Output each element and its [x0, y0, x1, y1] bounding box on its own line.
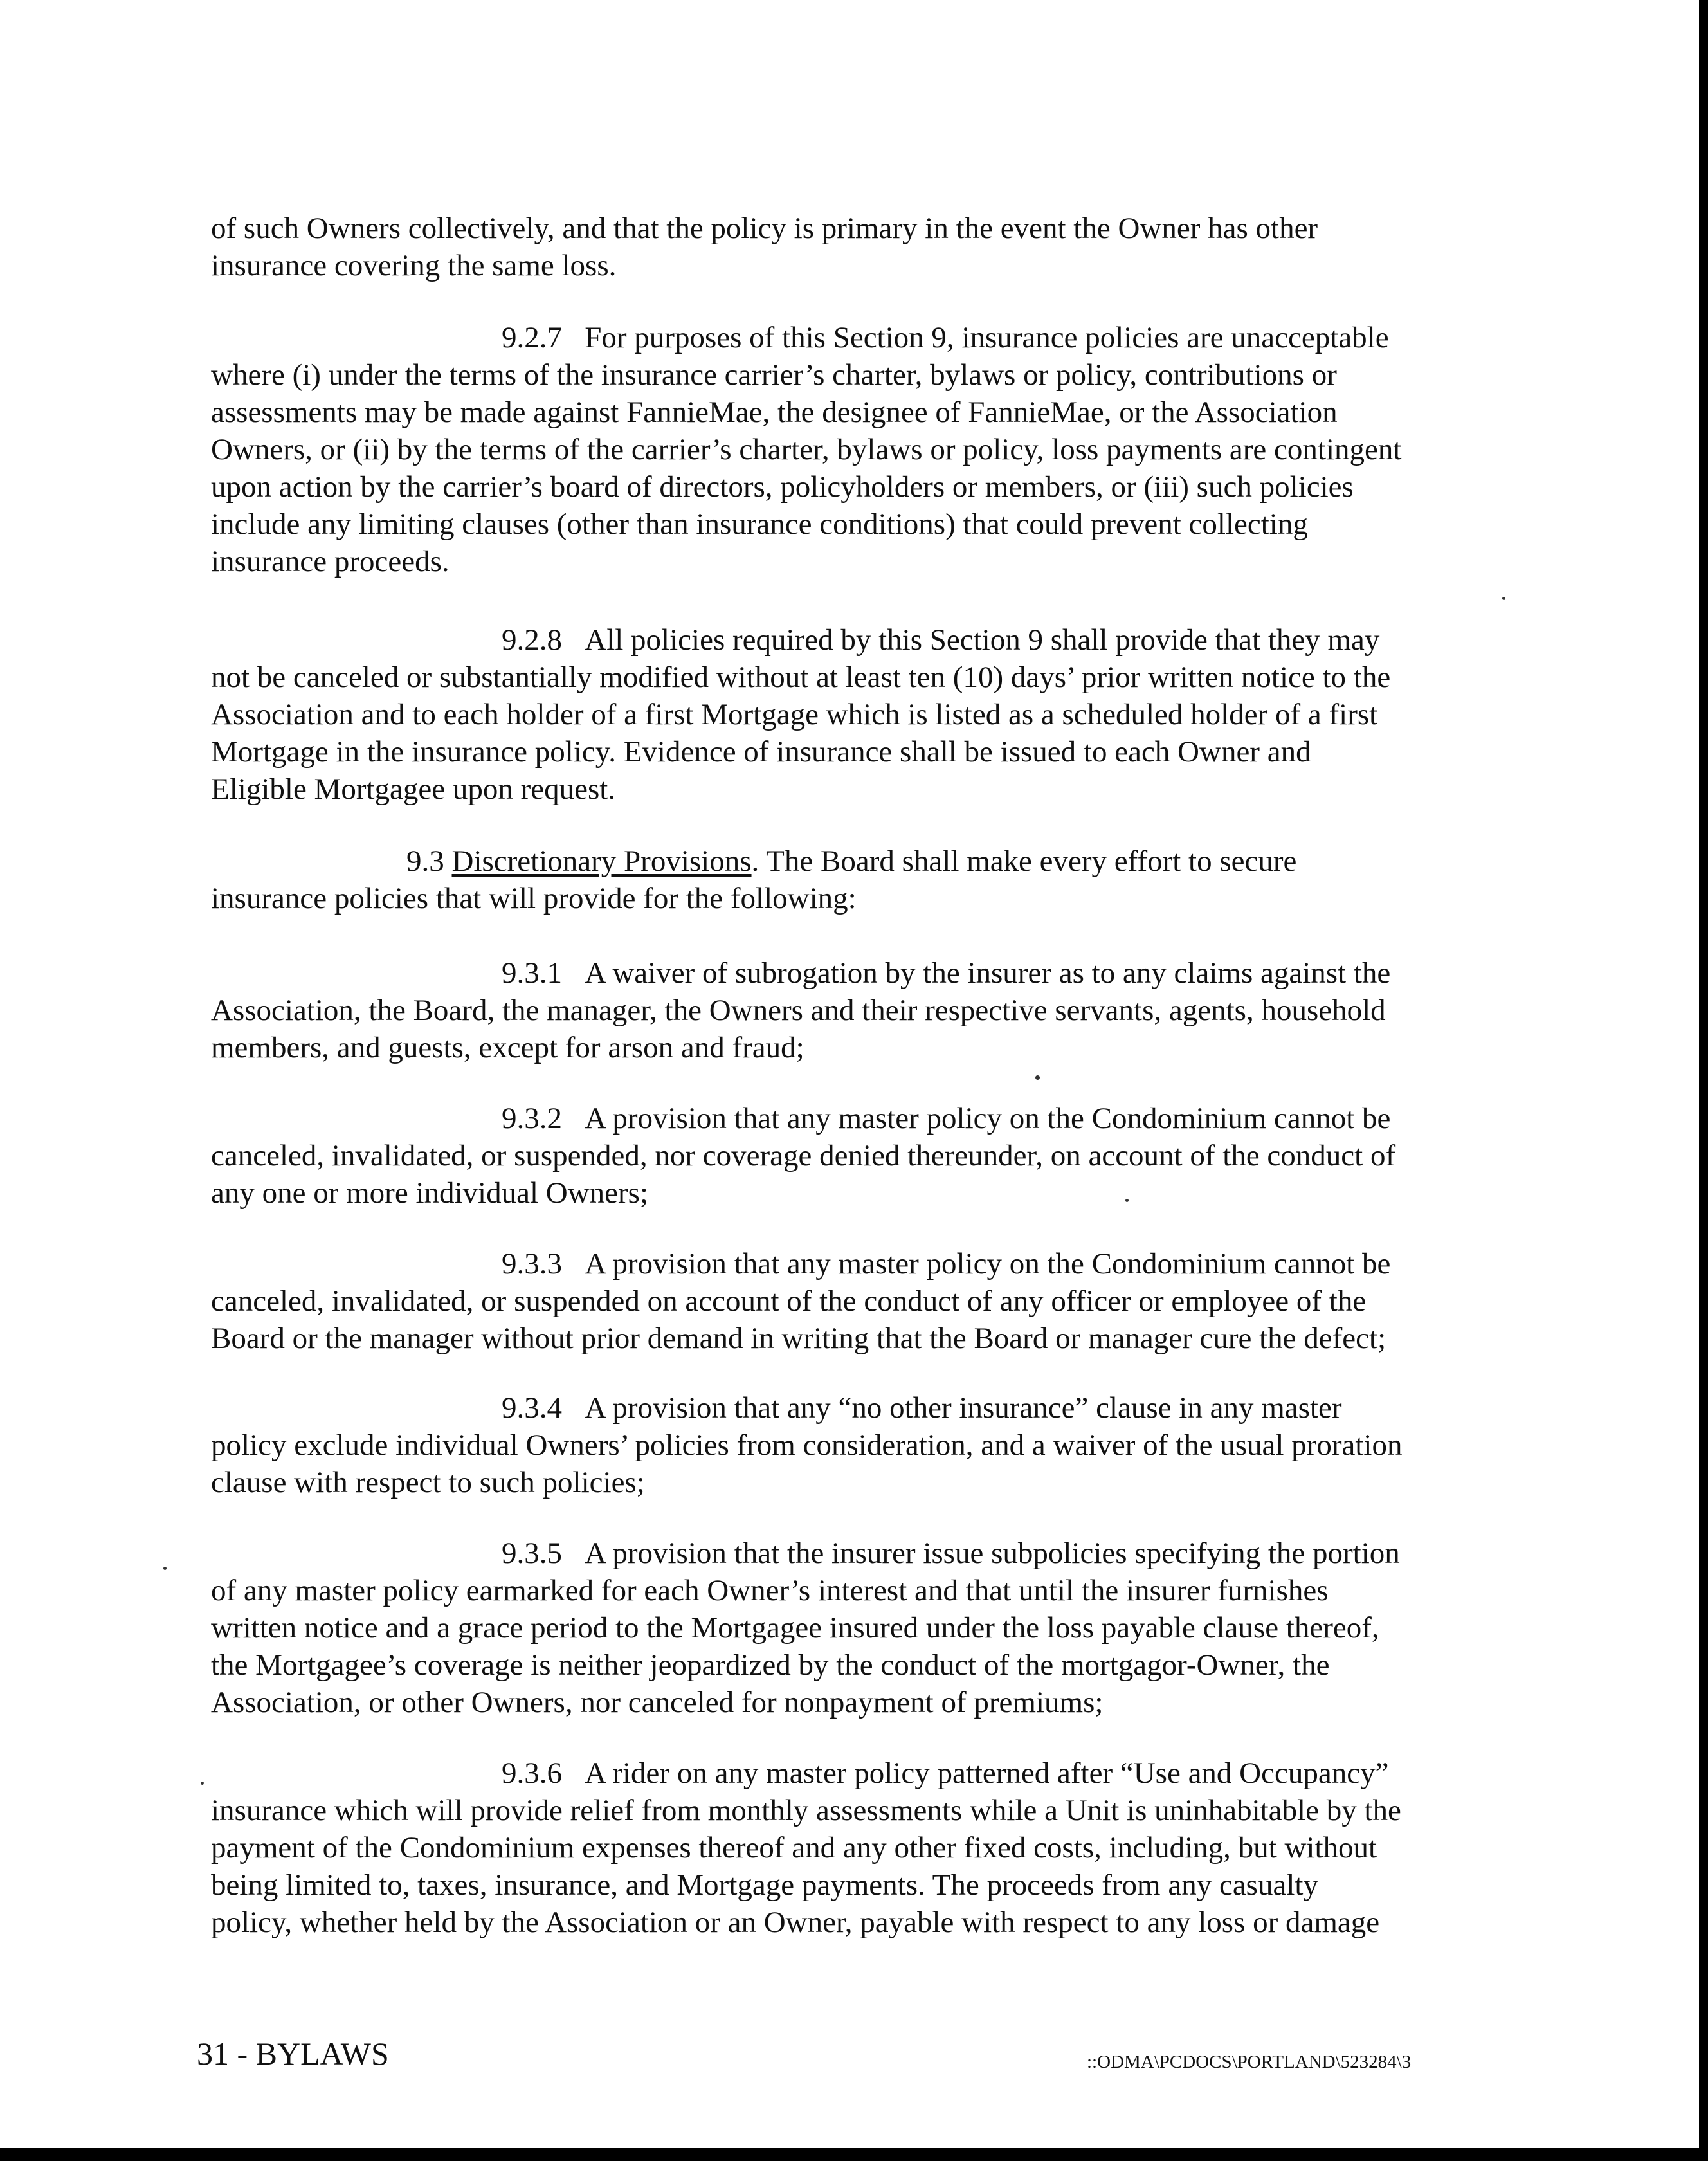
scan-speck — [1502, 597, 1505, 600]
text-line: of such Owners collectively, and that the policy is primary in the event the Owner has other — [211, 212, 1318, 245]
text-line: insurance proceeds. — [211, 545, 450, 578]
text-line: payment of the Condominium expenses thereof and any other fixed costs, including, but without — [211, 1831, 1377, 1865]
text-line: All policies required by this Section 9 shall provide that they may — [585, 623, 1380, 657]
text-line: A provision that any master policy on the Condominium cannot be — [585, 1247, 1391, 1281]
scan-speck — [201, 1782, 204, 1785]
section-number: 9.2.8 — [502, 623, 562, 657]
text-line: A provision that any master policy on the Condominium cannot be — [585, 1102, 1391, 1135]
footer-document-path: ::ODMA\PCDOCS\PORTLAND\523284\3 — [1087, 2052, 1412, 2072]
paragraph-continuation — [211, 210, 1491, 284]
text-line: Association and to each holder of a first Mortgage which is listed as a scheduled holder of a first — [211, 698, 1378, 731]
text-line: A waiver of subrogation by the insurer as to any claims against the — [585, 956, 1391, 990]
paragraph-9-3-2 — [211, 1100, 1491, 1212]
text-line: not be canceled or substantially modified without at least ten (10) days’ prior written notice to the — [211, 661, 1391, 694]
text-line: insurance which will provide relief from monthly assessments while a Unit is uninhabitable by the — [211, 1794, 1401, 1827]
text-line: Mortgage in the insurance policy. Evidence of insurance shall be issued to each Owner and — [211, 735, 1311, 769]
text-line: A provision that any “no other insurance” clause in any master — [585, 1391, 1342, 1425]
text-line: of any master policy earmarked for each Owner’s interest and that until the insurer furnishes — [211, 1574, 1329, 1607]
text-line: insurance policies that will provide for the following: — [211, 882, 857, 915]
paragraph-9-3-4 — [211, 1389, 1491, 1501]
text-line: policy, whether held by the Association or an Owner, payable with respect to any loss or damage — [211, 1906, 1380, 1939]
text-line: Association, the Board, the manager, the Owners and their respective servants, agents, household — [211, 994, 1386, 1027]
text-line: any one or more individual Owners; — [211, 1176, 649, 1210]
text-line: assessments may be made against FannieMae, the designee of FannieMae, or the Association — [211, 396, 1338, 429]
paragraph-9-3-1 — [211, 954, 1491, 1066]
text-line: Owners, or (ii) by the terms of the carrier’s charter, bylaws or policy, loss payments are contingent — [211, 433, 1402, 466]
text-line: the Mortgagee’s coverage is neither jeopardized by the conduct of the mortgagor-Owner, the — [211, 1648, 1330, 1682]
paragraph-9-2-7 — [211, 319, 1491, 580]
section-number: 9.2.7 — [502, 321, 562, 354]
text-line: A provision that the insurer issue subpolicies specifying the portion — [585, 1536, 1400, 1570]
section-number: 9.3.3 — [502, 1247, 562, 1281]
text-line: being limited to, taxes, insurance, and Mortgage payments. The proceeds from any casualty — [211, 1868, 1318, 1902]
text-line: members, and guests, except for arson and fraud; — [211, 1031, 804, 1064]
paragraph-9-3-3 — [211, 1245, 1491, 1357]
section-heading: Discretionary Provisions — [451, 844, 752, 878]
text-line: canceled, invalidated, or suspended on account of the conduct of any officer or employee of the — [211, 1284, 1367, 1318]
text-line: . The Board shall make every effort to secure — [751, 844, 1297, 878]
paragraph-9-3-5 — [211, 1535, 1491, 1721]
text-line: For purposes of this Section 9, insurance policies are unacceptable — [585, 321, 1389, 354]
scan-speck — [163, 1567, 167, 1570]
scan-speck — [1035, 1075, 1040, 1080]
text-line: Board or the manager without prior demand in writing that the Board or manager cure the defect; — [211, 1322, 1386, 1355]
text-line: clause with respect to such policies; — [211, 1466, 645, 1499]
text-line: Eligible Mortgagee upon request. — [211, 772, 616, 806]
section-number: 9.3.2 — [502, 1102, 562, 1135]
section-number: 9.3 — [406, 844, 444, 878]
paragraph-9-2-8 — [211, 621, 1491, 808]
paragraph-9-3-6 — [211, 1755, 1491, 1941]
paragraph-9-3 — [211, 843, 1491, 917]
text-line: include any limiting clauses (other than insurance conditions) that could prevent collecting — [211, 507, 1308, 541]
text-line: insurance covering the same loss. — [211, 249, 617, 282]
text-line: upon action by the carrier’s board of directors, policyholders or members, or (iii) such policies — [211, 470, 1354, 504]
text-line: where (i) under the terms of the insurance carrier’s charter, bylaws or policy, contributions or — [211, 358, 1337, 392]
section-number: 9.3.1 — [502, 956, 562, 990]
section-number: 9.3.4 — [502, 1391, 562, 1425]
text-line: canceled, invalidated, or suspended, nor coverage denied thereunder, on account of the conduct of — [211, 1139, 1396, 1172]
section-number: 9.3.6 — [502, 1756, 562, 1790]
section-number: 9.3.5 — [502, 1536, 562, 1570]
text-line: written notice and a grace period to the Mortgagee insured under the loss payable clause thereof, — [211, 1611, 1379, 1645]
text-line: A rider on any master policy patterned after “Use and Occupancy” — [585, 1756, 1389, 1790]
scan-speck — [1125, 1199, 1129, 1202]
footer-page-label: 31 - BYLAWS — [197, 2036, 389, 2072]
text-line: Association, or other Owners, nor canceled for nonpayment of premiums; — [211, 1686, 1104, 1719]
text-line: policy exclude individual Owners’ policies from consideration, and a waiver of the usual proration — [211, 1428, 1403, 1462]
